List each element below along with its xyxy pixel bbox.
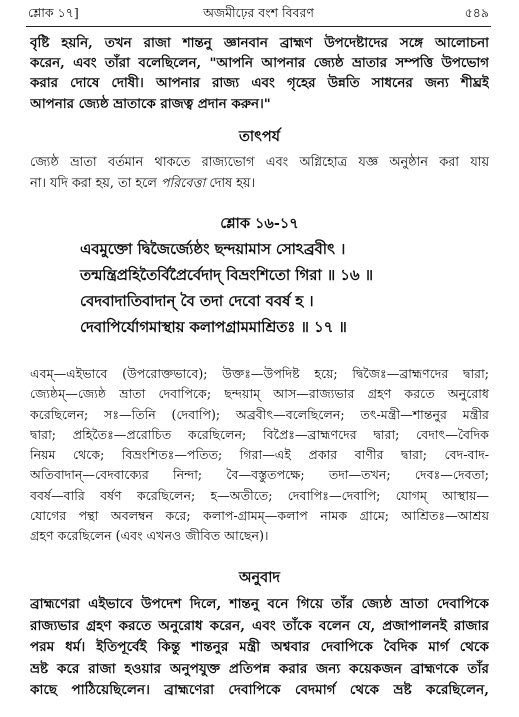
running-header xyxy=(28,5,489,23)
purport-term: পরিবেত্তা xyxy=(160,176,206,191)
purport-paragraph xyxy=(30,152,489,194)
translation-line: ব্রাহ্মণেরা এইভাবে উপদেশ দিলে, শান্তনু বনে গিয়ে তাঁর জ্যেষ্ঠ ভ্রাতা দেবাপিকে xyxy=(30,596,489,612)
purport-heading: তাৎপর্য xyxy=(238,128,281,145)
synonyms-line: যোগের পন্থা অবলম্বন করে; কলাপ-গ্রামম্‌—কলাপ নামক গ্রামে; আশ্রিতঃ—আশ্রয় xyxy=(30,508,489,524)
synonyms-line: ববর্ষ—বারি বর্ষণ করেছিলেন; হ—অতীতে; দেবাপিঃ—দেবাপি; যোগম্‌ আস্থায়— xyxy=(30,487,489,503)
intro-paragraph xyxy=(30,33,489,114)
intro-line: বৃষ্টি হয়নি, তখন রাজা শান্তনু জ্ঞানবান ব্রাহ্মণ উপদেষ্টাদের সঙ্গে আলোচনা xyxy=(30,35,489,51)
translation-line: ভ্রষ্ট করে রাজা হওয়ার অনুপযুক্ত প্রতিপন্ন করার জন্য কয়েকজন ব্রাহ্মণকে তাঁর xyxy=(30,660,489,677)
intro-line: আপনার জ্যেষ্ঠ ভ্রাতাকে রাজত্ব প্রদান করুন।" xyxy=(30,95,271,112)
header-page-number: ৫৪৯ xyxy=(464,5,489,20)
purport-line xyxy=(30,173,489,194)
header-rule xyxy=(26,26,491,27)
verse-line: তন্মন্ত্রিপ্রহিতৈর্বিপ্রৈর্বেদাদ্‌ বিভ্রংশিতো গিরা ॥ ১৬ ॥ xyxy=(80,267,374,284)
synonyms-line: জ্যেষ্ঠম্‌—জ্যেষ্ঠ ভ্রাতা দেবাপিকে; ছন্দয়াম্‌ আস—রাজ্যভার গ্রহণ করতে অনুরোধ xyxy=(30,386,489,402)
translation-paragraph xyxy=(30,594,489,702)
synonyms-line: করেছিলেন; সঃ—তিনি (দেবাপি); অব্রবীৎ—বলেছিলেন; তৎ-মন্ত্রী—শান্তনুর মন্ত্রীর xyxy=(30,406,489,422)
translation-heading: অনুবাদ xyxy=(238,569,281,586)
synonyms-paragraph xyxy=(30,364,489,547)
synonyms-line: এবম্‌—এইভাবে (উপরোক্তভাবে); উক্তঃ—উপদিষ্ট হয়ে; দ্বিজৈঃ—ব্রাহ্মণদের দ্বারা; xyxy=(30,366,489,381)
verse-line: বেদবাদাতিবাদান্‌ বৈ তদা দেবো ববর্ষ হ । xyxy=(80,293,314,310)
translation-line: পরম ধর্ম। ইতিপূর্বেই কিন্তু শান্তনুর মন্ত্রী অশ্ববার দেবাপিকে বৈদিক মার্গ থেকে xyxy=(30,639,489,656)
intro-line: করার দোষে দোষী। আপনার রাজ্য এবং গৃহের উন্নতি সাধনের জন্য শীঘ্রই xyxy=(30,75,489,92)
header-verse-ref: শ্লোক ১৭] xyxy=(28,5,79,20)
synonyms-line: দ্বারা; প্রহিতৈঃ—প্ররোচিত করেছিলেন; বিপ্রৈঃ—ব্রাহ্মণদের দ্বারা; বেদাৎ—বৈদিক xyxy=(30,426,489,442)
verse-heading: শ্লোক ১৬-১৭ xyxy=(220,215,299,232)
purport-line: জ্যেষ্ঠ ভ্রাতা বর্তমান থাকতে রাজ্যভোগ এবং অগ্নিহোত্র যজ্ঞ অনুষ্ঠান করা যায় xyxy=(30,155,489,170)
purport-text: না। যদি করা হয়, তা হলে xyxy=(30,176,161,191)
synonyms-line: নিয়ম থেকে; বিভ্রংশিতঃ—পতিত; গিরা—এই প্রকার বাণীর দ্বারা; বেদ-বাদ- xyxy=(30,447,489,463)
verse-line: এবমুক্তো দ্বিজৈর্জ্যেষ্ঠং ছন্দয়ামাস সোঽব্রবীৎ । xyxy=(80,241,346,258)
translation-line: রাজ্যভার গ্রহণ করতে অনুরোধ করেন, এবং তাঁকে বলেন যে, প্রজাপালনই রাজার xyxy=(30,617,489,634)
synonyms-line: গ্রহণ করেছিলেন (এবং এখনও জীবিত আছেন)। xyxy=(30,528,269,544)
header-chapter-title: অজমীঢ়ের বংশ বিবরণ xyxy=(203,5,314,20)
translation-line: কাছে পাঠিয়েছিলেন। ব্রাহ্মণেরা দেবাপিকে বেদমার্গ থেকে ভ্রষ্ট করেছিলেন, xyxy=(30,682,489,699)
synonyms-line: অতিবাদান্‌—বেদবাক্যের নিন্দা; বৈ—বস্তুতপক্ষে; তদা—তখন; দেবঃ—দেবতা; xyxy=(30,467,489,483)
intro-line: করেন, এবং তাঁরা বলেছিলেন, "আপনি আপনার জ্যেষ্ঠ ভ্রাতার সম্পত্তি উপভোগ xyxy=(30,55,489,72)
purport-text: দোষ হয়। xyxy=(205,176,256,191)
verse-line: দেবাপির্যোগমাস্থায় কলাপগ্রামমাশ্রিতঃ ॥ ১৭ ॥ xyxy=(80,319,347,336)
